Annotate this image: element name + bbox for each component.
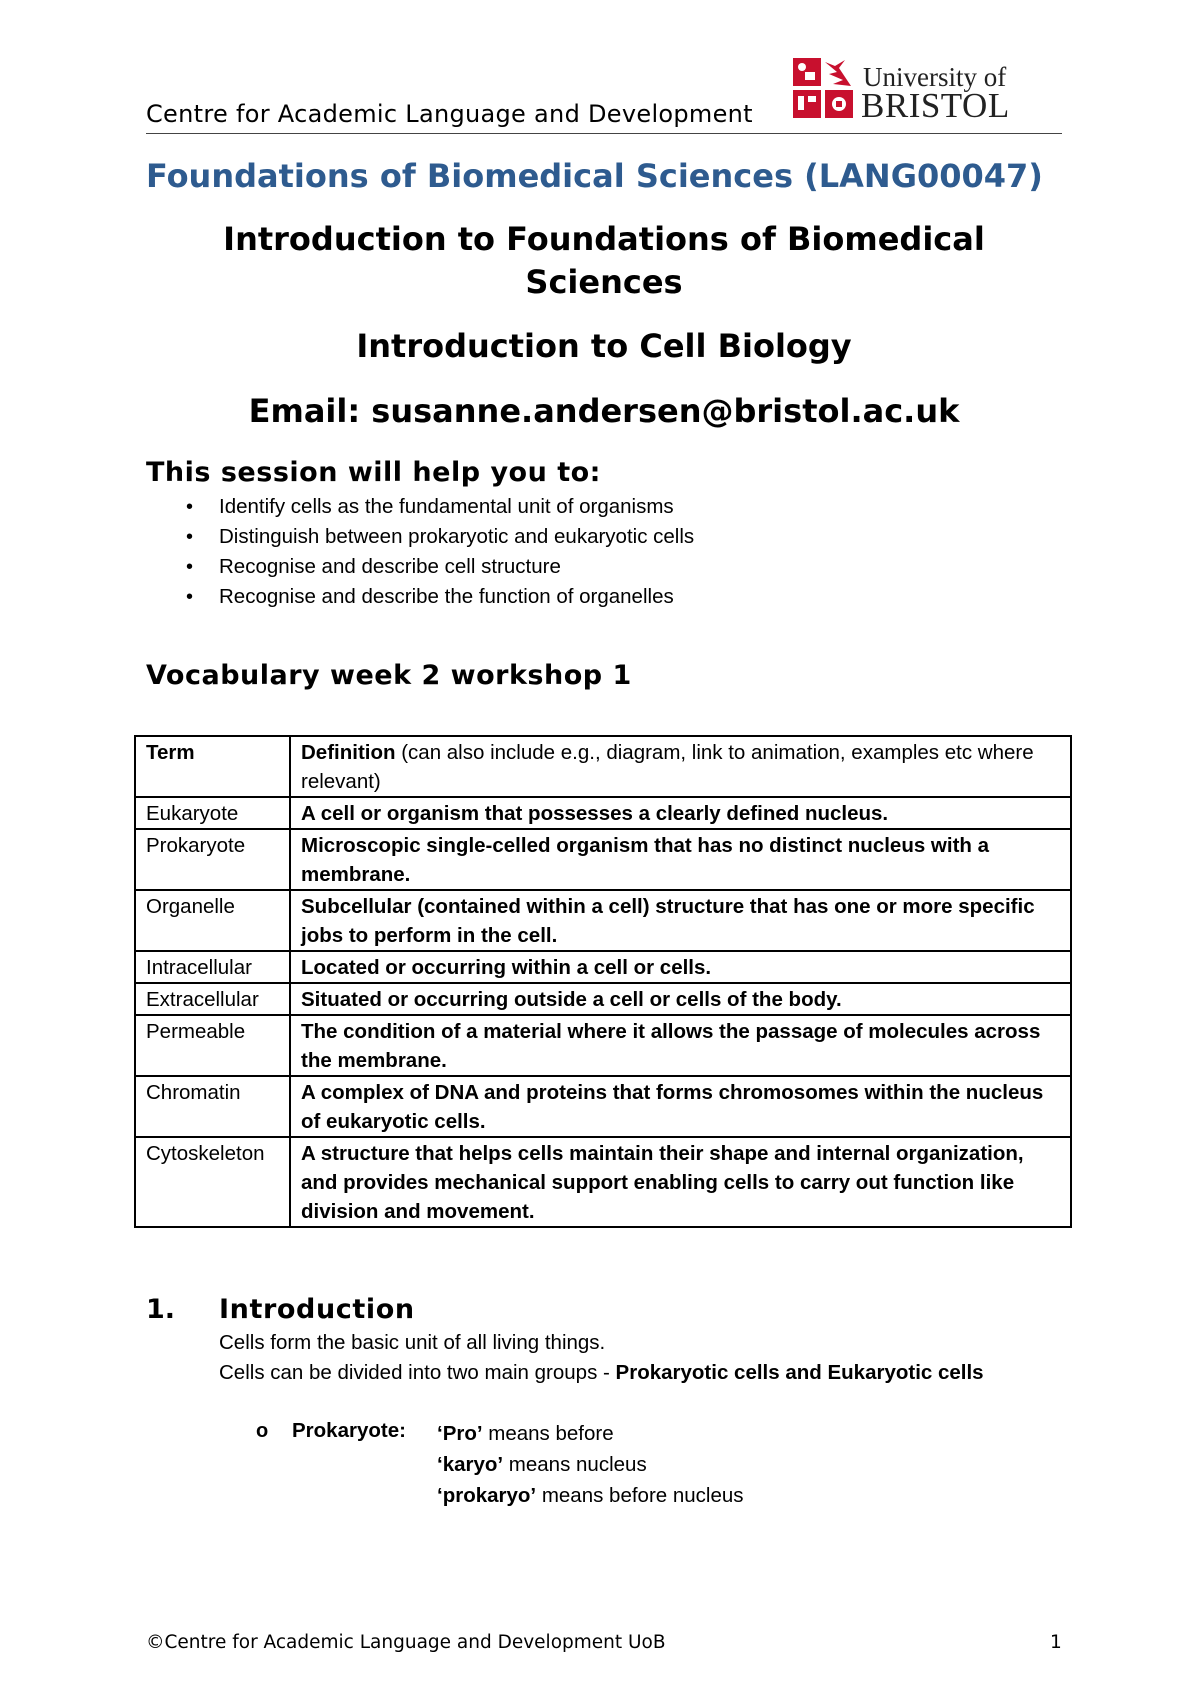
meaning-text: means before: [482, 1422, 614, 1445]
intro-paragraph-2-emphasis: Prokaryotic cells and Eukaryotic cells: [615, 1361, 984, 1384]
contact-email: Email: susanne.andersen@bristol.ac.uk: [248, 392, 960, 430]
meaning-text: means before nucleus: [536, 1484, 744, 1507]
list-bullet: o: [256, 1420, 269, 1442]
meaning-term: ‘Pro’: [437, 1422, 483, 1445]
header-divider: [146, 133, 1062, 134]
session-objectives-list: [146, 492, 694, 612]
footer-copyright: ©Centre for Academic Language and Development UoB: [146, 1632, 666, 1653]
table-row: [135, 829, 1071, 890]
session-title: Introduction to Foundations of Biomedical Sciences: [223, 220, 985, 301]
definition-cell: Subcellular (contained within a cell) structure that has one or more specific jobs to perform in the cell.: [290, 890, 1071, 951]
intro-paragraph-1: Cells form the basic unit of all living things.: [219, 1331, 606, 1354]
logo-line-2: BRISTOL: [861, 86, 1010, 125]
meaning-line: [437, 1481, 744, 1511]
objective-item: • Identify cells as the fundamental unit of organisms: [146, 492, 694, 522]
definition-cell: Microscopic single-celled organism that has no distinct nucleus with a membrane.: [290, 829, 1071, 890]
meaning-term: ‘karyo’: [437, 1453, 504, 1476]
definition-cell: A structure that helps cells maintain their shape and internal organization, and provides mechanical support enabling cells to carry out function like division and movement.: [290, 1137, 1071, 1227]
intro-paragraph-2: [219, 1358, 984, 1388]
vocabulary-heading: Vocabulary week 2 workshop 1: [146, 660, 632, 691]
table-row: [135, 983, 1071, 1015]
university-logo: [793, 58, 1025, 125]
definition-cell: Located or occurring within a cell or cells.: [290, 951, 1071, 983]
table-row: [135, 1076, 1071, 1137]
objective-item: • Recognise and describe the function of organelles: [146, 582, 694, 612]
logo-line-1: University of: [863, 62, 1007, 92]
term-cell: Eukaryote: [135, 797, 290, 829]
definition-cell: A cell or organism that possesses a clearly defined nucleus.: [290, 797, 1071, 829]
term-cell: Chromatin: [135, 1076, 290, 1137]
table-row: [135, 1137, 1071, 1227]
section-title: Introduction: [219, 1294, 415, 1325]
meaning-line: [437, 1419, 614, 1449]
session-subtitle: Introduction to Cell Biology: [356, 327, 852, 365]
definition-cell: A complex of DNA and proteins that forms chromosomes within the nucleus of eukaryotic cells.: [290, 1076, 1071, 1137]
table-row: [135, 797, 1071, 829]
session-objectives-heading: This session will help you to:: [146, 457, 601, 488]
section-number: 1.: [146, 1294, 176, 1325]
objective-item: • Distinguish between prokaryotic and eukaryotic cells: [146, 522, 694, 552]
meaning-term: ‘prokaryo’: [437, 1484, 537, 1507]
term-cell: Prokaryote: [135, 829, 290, 890]
term-cell: Extracellular: [135, 983, 290, 1015]
prokaryote-label: Prokaryote:: [292, 1419, 406, 1442]
definition-cell: Situated or occurring outside a cell or cells of the body.: [290, 983, 1071, 1015]
term-cell: Organelle: [135, 890, 290, 951]
header-centre-name: Centre for Academic Language and Development: [146, 100, 753, 128]
header-definition-note: (can also include e.g., diagram, link to animation, examples etc where relevant): [301, 741, 1034, 793]
header-definition-label: Definition: [301, 741, 396, 764]
term-cell: Permeable: [135, 1015, 290, 1076]
objective-item: • Recognise and describe cell structure: [146, 552, 694, 582]
table-row: [135, 1015, 1071, 1076]
table-row: [135, 890, 1071, 951]
vocabulary-table: [134, 735, 1072, 1228]
header-term: Term: [135, 736, 290, 797]
intro-paragraph-2-text: Cells can be divided into two main groups -: [219, 1361, 616, 1384]
university-crest-icon: [793, 58, 855, 120]
definition-cell: The condition of a material where it allows the passage of molecules across the membrane.: [290, 1015, 1071, 1076]
course-title: Foundations of Biomedical Sciences (LANG00047): [146, 157, 1043, 195]
table-row: [135, 951, 1071, 983]
term-cell: Intracellular: [135, 951, 290, 983]
page-number: 1: [1050, 1632, 1062, 1653]
term-cell: Cytoskeleton: [135, 1137, 290, 1227]
header-definition: [290, 736, 1071, 797]
meaning-line: [437, 1450, 647, 1480]
table-header-row: [135, 736, 1071, 797]
meaning-text: means nucleus: [503, 1453, 647, 1476]
